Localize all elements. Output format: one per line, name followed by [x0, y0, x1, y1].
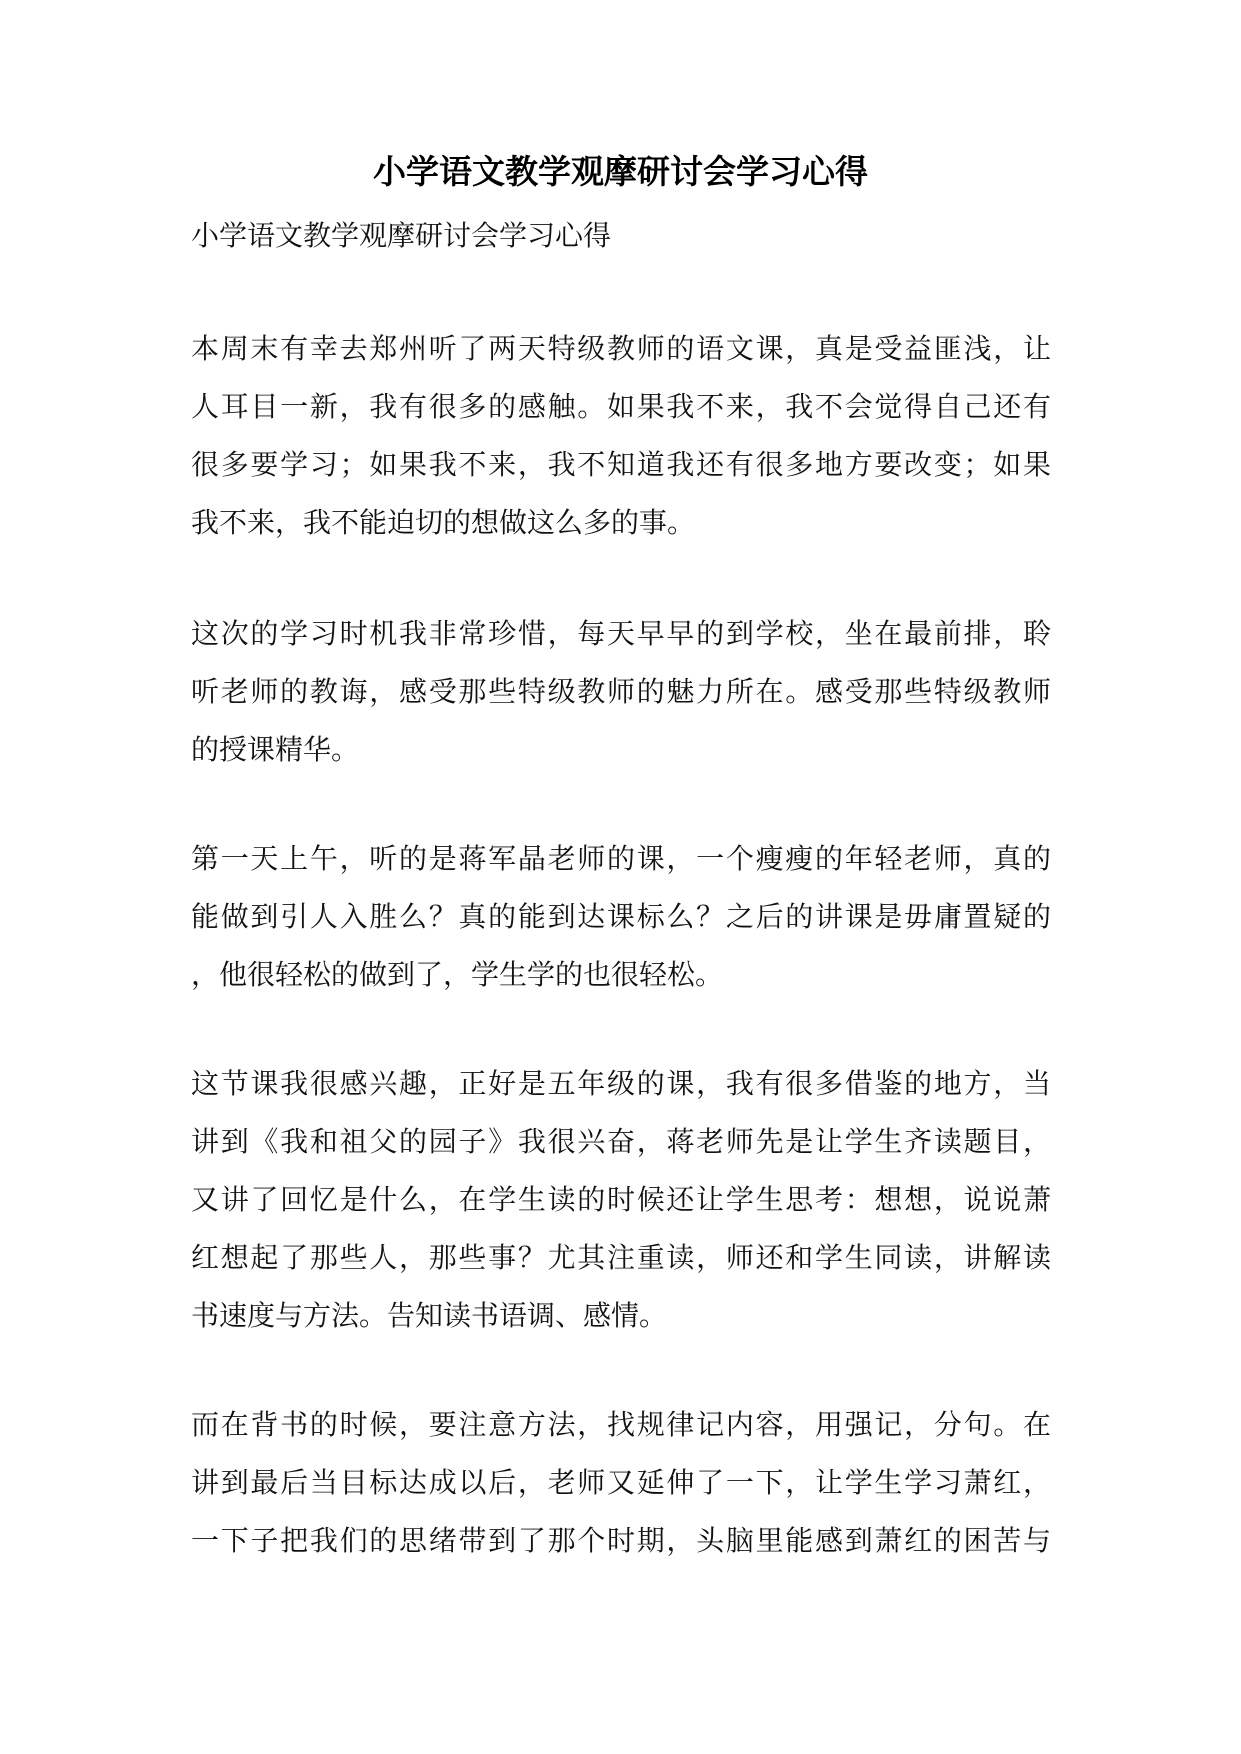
document-subtitle: 小学语文教学观摩研讨会学习心得 [191, 219, 612, 252]
paragraph-line: 我不来，我不能迫切的想做这么多的事。 [191, 506, 696, 539]
paragraph-line: 第一天上午，听的是蒋军晶老师的课，一个瘦瘦的年轻老师，真的 [191, 842, 1051, 875]
paragraph-line: 本周末有幸去郑州听了两天特级教师的语文课，真是受益匪浅，让 [191, 332, 1051, 365]
paragraph-line: 书速度与方法。告知读书语调、感情。 [191, 1299, 668, 1332]
document-title: 小学语文教学观摩研讨会学习心得 [373, 152, 868, 191]
paragraph-line: 讲到《我和祖父的园子》我很兴奋，蒋老师先是让学生齐读题目， [191, 1125, 1051, 1158]
paragraph-line: 一下子把我们的思绪带到了那个时期，头脑里能感到萧红的困苦与 [191, 1524, 1051, 1557]
paragraph-line: 很多要学习；如果我不来，我不知道我还有很多地方要改变；如果 [191, 448, 1051, 481]
paragraph-line: 人耳目一新，我有很多的感触。如果我不来，我不会觉得自己还有 [191, 390, 1051, 423]
paragraph-line: ，他很轻松的做到了，学生学的也很轻松。 [191, 958, 724, 991]
paragraph-line: 这次的学习时机我非常珍惜，每天早早的到学校，坐在最前排，聆 [191, 617, 1051, 650]
paragraph-line: 听老师的教诲，感受那些特级教师的魅力所在。感受那些特级教师 [191, 675, 1051, 708]
paragraph-4 [191, 1055, 1051, 1345]
paragraph-2 [191, 605, 1051, 779]
paragraph-5 [191, 1396, 1051, 1570]
paragraph-line: 讲到最后当目标达成以后，老师又延伸了一下，让学生学习萧红， [191, 1466, 1051, 1499]
paragraph-line: 红想起了那些人，那些事？尤其注重读，师还和学生同读，讲解读 [191, 1241, 1051, 1274]
paragraph-line: 的授课精华。 [191, 733, 360, 766]
paragraph-line: 而在背书的时候，要注意方法，找规律记内容，用强记，分句。在 [191, 1408, 1051, 1441]
paragraph-1 [191, 320, 1051, 552]
paragraph-3 [191, 830, 1051, 1004]
paragraph-line: 这节课我很感兴趣，正好是五年级的课，我有很多借鉴的地方，当 [191, 1067, 1051, 1100]
paragraph-line: 又讲了回忆是什么，在学生读的时候还让学生思考：想想，说说萧 [191, 1183, 1051, 1216]
paragraph-line: 能做到引人入胜么？真的能到达课标么？之后的讲课是毋庸置疑的 [191, 900, 1051, 933]
